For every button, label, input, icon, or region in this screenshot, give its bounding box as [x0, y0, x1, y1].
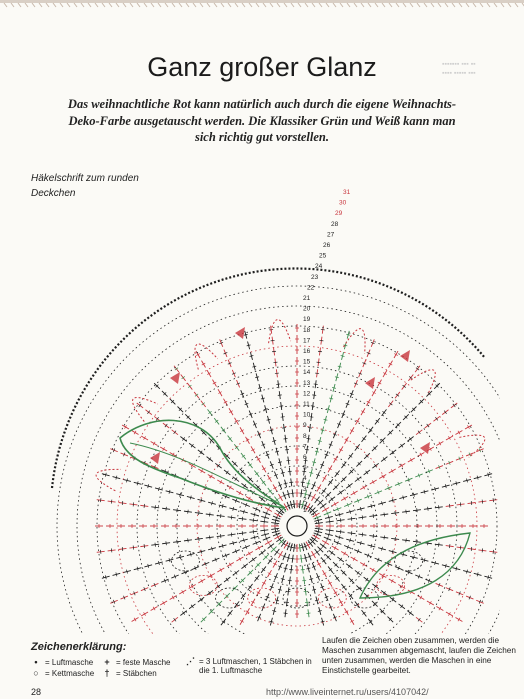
- legend-item-staebchen: † = Stäbchen: [102, 668, 170, 679]
- row-number-label: 26: [323, 242, 331, 249]
- legend-item-3-luftmaschen: ⋰ = 3 Luftmaschen, 1 Stäbchen in die 1. Luftmasche: [186, 656, 312, 675]
- bleed-through-text: ▪▪▪▪▪▪▪ ▪▪▪ ▪▪ ▪▪▪▪ ▪▪▪▪▪ ▪▪▪: [442, 61, 476, 77]
- row-number-label: 6: [303, 454, 307, 461]
- row-number-label: 18: [303, 326, 311, 334]
- row-number-label: 7: [303, 443, 307, 451]
- page-top-border: [0, 0, 524, 8]
- crochet-chart-diagram: [30, 158, 500, 634]
- diagram-caption: Häkelschrift zum runden Deckchen: [31, 173, 139, 199]
- row-number-label: 10: [303, 411, 311, 419]
- row-number-label: 17: [303, 337, 311, 345]
- row-number-label: 22: [307, 284, 315, 292]
- row-number-label: 27: [327, 231, 335, 239]
- row-number-label: 31: [343, 189, 351, 196]
- row-number-label: 29: [335, 210, 343, 218]
- row-number-label: 8: [303, 432, 307, 440]
- slip-stitch-icon: ○: [33, 668, 39, 678]
- legend-item-feste-masche: + = feste Masche: [102, 657, 170, 668]
- row-number-label: 2: [303, 496, 307, 504]
- row-number-label: 12: [303, 390, 311, 398]
- stitch-note: Laufen die Zeichen oben zusammen, werden die Maschen zusammen abgemascht, laufen die Zeichen unten zusammen, werden die Maschen in eine Einstichstelle gearbeitet.: [322, 636, 516, 675]
- chain-stitch-icon: •: [34, 657, 38, 667]
- row-number-label: 3: [303, 485, 307, 493]
- row-number-label: 23: [311, 273, 319, 281]
- row-number-label: 9: [303, 422, 307, 430]
- legend-column-3: [186, 657, 318, 675]
- row-number-label: 1: [303, 507, 307, 514]
- row-number-label: 11: [303, 401, 310, 408]
- double-crochet-icon: †: [104, 668, 110, 678]
- row-number-label: 20: [303, 305, 311, 313]
- row-number-label: 30: [339, 199, 347, 207]
- row-number-label: 16: [303, 348, 311, 355]
- green-leaf-motif: [120, 420, 470, 598]
- single-crochet-icon: +: [104, 657, 110, 667]
- row-number-label: 13: [303, 379, 311, 387]
- page-number: 28: [31, 687, 42, 697]
- legend-title: Zeichenerklärung:: [31, 641, 127, 653]
- page-title: Ganz großer Glanz: [147, 52, 377, 82]
- row-number-label: 21: [303, 295, 311, 302]
- row-number-label: 4: [303, 475, 307, 483]
- intro-text: Das weihnachtliche Rot kann natürlich auch durch die eigene Weihnachts-Deko-Farbe ausgetauscht werden. Die Klassiker Grün und Weiß kann man sich richtig gut vorstellen.: [67, 97, 457, 144]
- row-number-label: 5: [303, 464, 307, 472]
- chain-picot-icon: ⋰: [186, 656, 195, 666]
- row-number-label: 14: [303, 369, 311, 377]
- row-number-label: 28: [331, 220, 339, 228]
- row-number-label: 24: [315, 263, 323, 271]
- legend-item-luftmasche: • = Luftmasche: [31, 657, 94, 668]
- row-number-label: 25: [319, 252, 327, 260]
- legend-column-2: [102, 657, 170, 679]
- row-number-label: 19: [303, 316, 311, 324]
- watermark-url: http://www.liveinternet.ru/users/4107042/: [266, 687, 429, 697]
- row-number-label: 15: [303, 358, 311, 366]
- legend-item-kettmasche: ○ = Kettmasche: [31, 668, 94, 679]
- legend-column-1: [31, 657, 94, 679]
